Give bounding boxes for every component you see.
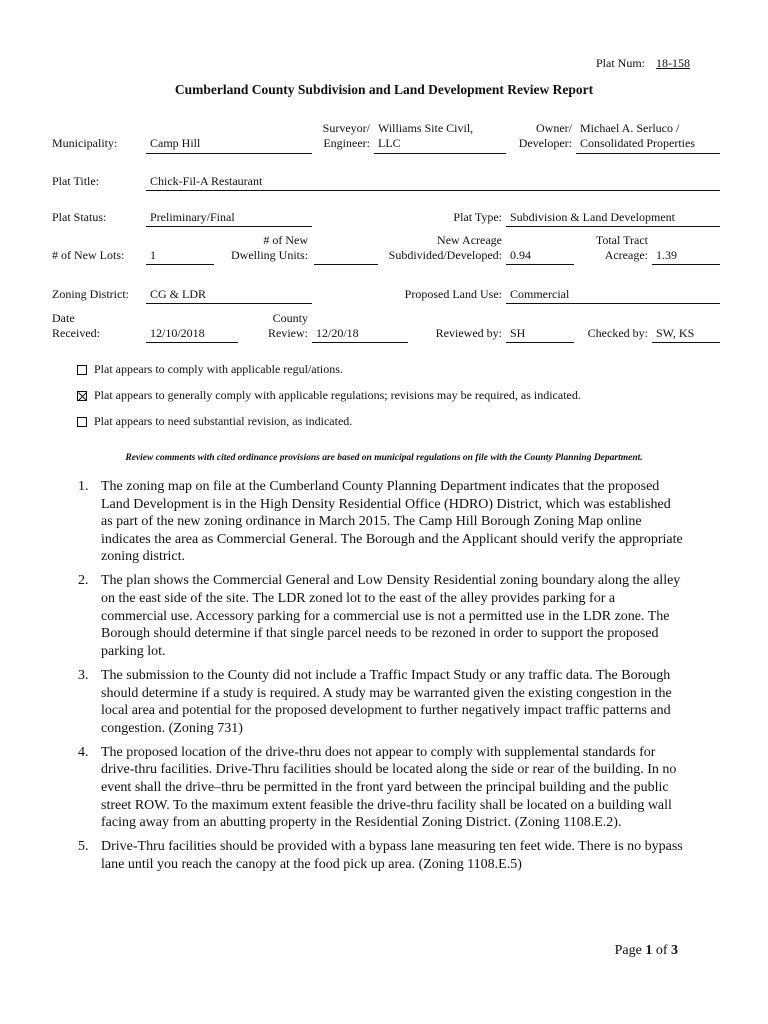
new-lots-label: # of New Lots: (52, 248, 125, 262)
county-review-value: 12/20/18 (316, 326, 359, 340)
dwelling-units-label-2: Dwelling Units: (231, 248, 308, 262)
new-acreage-label-1: New Acreage (437, 233, 502, 247)
checked-by-underline (652, 342, 720, 343)
total-tract-label-1: Total Tract (595, 233, 648, 247)
total-tract-label-2: Acreage: (604, 248, 648, 262)
comply-checkbox-label: Plat appears to comply with applicable regul/ations. (94, 362, 343, 376)
page-current: 1 (645, 943, 653, 958)
page-indicator (615, 943, 678, 959)
comment-item (78, 838, 683, 873)
surveyor-label-1: Surveyor/ (322, 121, 370, 135)
plat-type-label: Plat Type: (453, 210, 502, 224)
page-prefix: Page (614, 943, 642, 958)
county-review-underline (312, 342, 408, 343)
surveyor-value-2: LLC (378, 136, 401, 150)
comment-text: The zoning map on file at the Cumberland County Planning Department indicates that the proposed Land Development is in the High Density Residential Office (HDRO) District, which was established as part of the new zoning ordinance in March 2015. The Camp Hill Borough Zoning Map online indicates the area as Commercial General. The Borough and the Applicant should verify the appropriate zoning district. (101, 479, 683, 565)
new-lots-value: 1 (150, 248, 156, 262)
plat-status-value: Preliminary/Final (150, 210, 235, 224)
comment-text: Drive-Thru facilities should be provided with a bypass lane measuring ten feet wide. There is no bypass lane until you reach the canopy at the food pick up area. (Zoning 1108.E.5) (101, 839, 683, 872)
surveyor-label-2: Engineer: (323, 136, 370, 150)
plat-status-underline (146, 226, 312, 227)
review-comments-list (78, 478, 683, 880)
page-total: 3 (671, 943, 678, 958)
municipality-label: Municipality: (52, 136, 118, 150)
plat-num-value: 18-158 (656, 56, 690, 70)
date-received-label-2: Received: (52, 326, 100, 340)
municipality-value: Camp Hill (150, 136, 201, 150)
date-received-label-1: Date (52, 311, 75, 325)
reviewed-by-label: Reviewed by: (435, 326, 502, 340)
municipality-underline (146, 153, 312, 154)
generally-comply-checkbox-label: Plat appears to generally comply with applicable regulations; revisions may be required, as indicated. (94, 388, 581, 402)
county-review-label-1: County (272, 311, 308, 325)
new-lots-underline (146, 264, 214, 265)
owner-value-2: Consolidated Properties (580, 136, 695, 150)
plat-type-underline (506, 226, 720, 227)
plat-title-label: Plat Title: (52, 174, 100, 188)
surveyor-value-1: Williams Site Civil, (378, 121, 474, 135)
zoning-district-underline (146, 303, 312, 304)
generally-comply-checkbox[interactable] (77, 391, 87, 401)
owner-value-1: Michael A. Serluco / (580, 121, 680, 135)
zoning-district-value: CG & LDR (150, 287, 207, 301)
substantial-revision-checkbox-label: Plat appears to need substantial revision, as indicated. (94, 414, 353, 428)
owner-label-1: Owner/ (536, 121, 572, 135)
date-received-value: 12/10/2018 (150, 326, 205, 340)
review-note: Review comments with cited ordinance provisions are based on municipal regulations on file with the County Planning Department. (125, 453, 643, 463)
proposed-land-use-underline (506, 303, 720, 304)
plat-status-label: Plat Status: (52, 210, 107, 224)
reviewed-by-value: SH (510, 326, 526, 340)
new-acreage-label-2: Subdivided/Developed: (388, 248, 502, 262)
comment-item (78, 667, 683, 737)
comment-number: 4. (78, 744, 89, 760)
comment-number: 2. (78, 573, 89, 589)
comment-item (78, 572, 683, 660)
dwelling-units-label-1: # of New (263, 233, 308, 247)
substantial-revision-checkbox[interactable] (77, 417, 87, 427)
checked-by-label: Checked by: (587, 326, 648, 340)
checked-by-value: SW, KS (656, 326, 695, 340)
owner-underline (576, 153, 720, 154)
dwelling-units-underline (314, 264, 378, 265)
date-received-underline (146, 342, 238, 343)
owner-label-2: Developer: (518, 136, 572, 150)
plat-type-value: Subdivision & Land Development (510, 210, 675, 224)
comment-text: The proposed location of the drive-thru does not appear to comply with supplemental standards for drive-thru facilities. Drive-Thru facilities should be located along the side or rear of the building. In no event shall the drive–thru be permitted in the front yard between the principal building and the public street ROW. To the maximum extent feasible the drive-thru facility shall be located on a building wall facing away from an abutting property in the Residential Zoning District. (Zoning 1108.E.2). (101, 744, 677, 831)
page-title: Cumberland County Subdivision and Land Development Review Report (174, 82, 594, 97)
new-acreage-underline (506, 264, 574, 265)
plat-title-underline (146, 190, 720, 191)
plat-num-label: Plat Num: (596, 56, 646, 70)
comment-number: 1. (78, 479, 89, 494)
comment-text: The plan shows the Commercial General and Low Density Residential zoning boundary along the alley on the east side of the site. The LDR zoned lot to the east of the alley provides parking for a commercial use. Accessory parking for a commercial use is not a permitted use in the LDR zone. The Borough should determine if that single parcel needs to be rezoned in order to support the proposed parking lot. (101, 573, 681, 659)
comment-text: The submission to the County did not include a Traffic Impact Study or any traffic data. The Borough should determine if a study is required. A study may be warranted given the existing congestion in the local area and potential for the proposed development to further negatively impact traffic patterns and congestion. (Zoning 731) (101, 667, 672, 736)
proposed-land-use-value: Commercial (510, 287, 570, 301)
comment-item (78, 744, 683, 832)
county-review-label-2: Review: (268, 326, 308, 340)
new-acreage-value: 0.94 (510, 248, 531, 262)
zoning-district-label: Zoning District: (52, 287, 129, 301)
plat-title-value: Chick-Fil-A Restaurant (150, 174, 263, 188)
reviewed-by-underline (506, 342, 574, 343)
comment-item (78, 478, 683, 566)
surveyor-underline (374, 153, 506, 154)
proposed-land-use-label: Proposed Land Use: (404, 287, 502, 301)
total-tract-underline (652, 264, 720, 265)
total-tract-value: 1.39 (656, 248, 677, 262)
page-of: of (655, 943, 668, 958)
comply-checkbox[interactable] (77, 365, 87, 375)
comment-number: 5. (78, 839, 89, 855)
comment-number: 3. (78, 667, 89, 683)
